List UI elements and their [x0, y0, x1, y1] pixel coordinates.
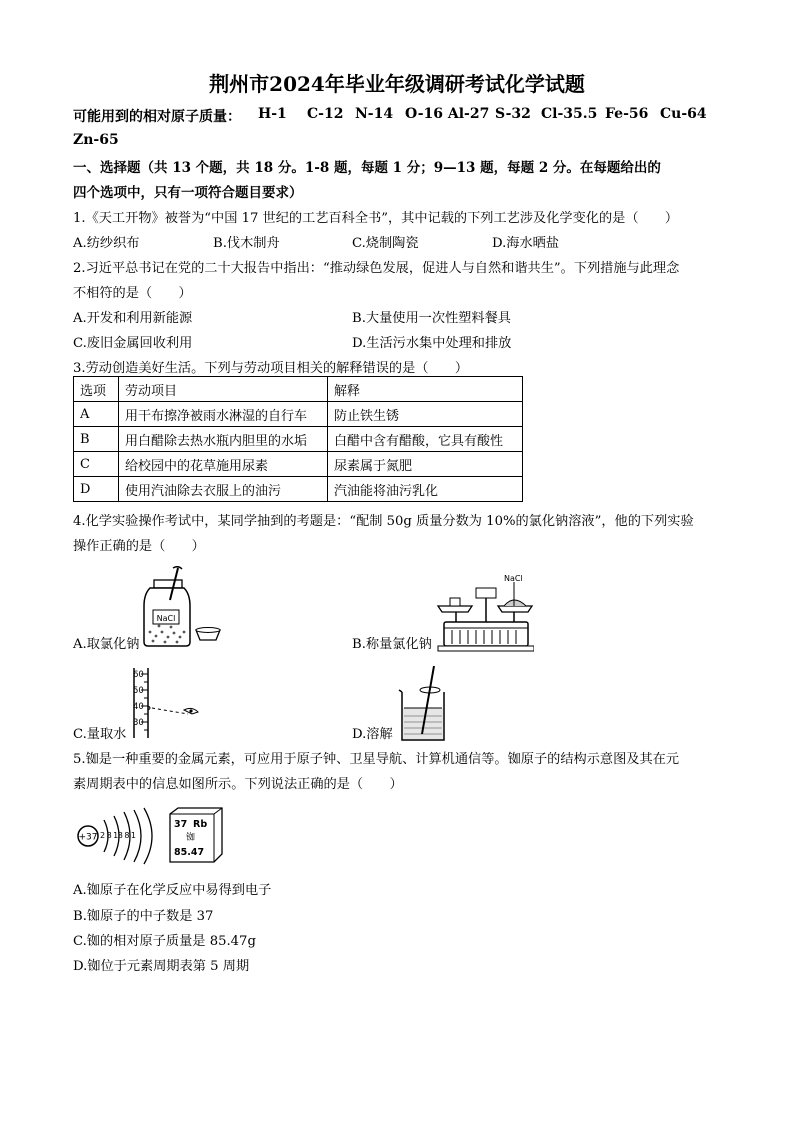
tick-label: 40 — [133, 702, 144, 712]
reagent-bottle-illustration — [140, 566, 230, 648]
atomic-mass-n: N-14 — [355, 106, 394, 122]
q4-option-a: A.取氯化钠 — [73, 637, 140, 652]
q2-stem-line2: 不相符的是（ ） — [73, 286, 192, 301]
q3-stem: 3.劳动创造美好生活。下列与劳动项目相关的解释错误的是（ ） — [73, 361, 469, 376]
table-header-cell: 选项 — [74, 377, 119, 402]
table-cell: 给校园中的花草施用尿素 — [119, 452, 328, 477]
q2-option-a: A.开发和利用新能源 — [73, 311, 193, 326]
atomic-mass-cu: Cu-64 — [660, 106, 707, 122]
table-cell: B — [74, 427, 119, 452]
table-cell: 使用汽油除去衣服上的油污 — [119, 477, 328, 502]
table-cell: D — [74, 477, 119, 502]
table-row — [74, 427, 523, 452]
atomic-structure-diagram — [74, 806, 160, 868]
table-row — [74, 477, 523, 502]
tick-label: 50 — [133, 686, 144, 696]
table-header-cell: 劳动项目 — [119, 377, 328, 402]
section-heading-line1: 一、选择题（共 13 个题，共 18 分。1-8 题，每题 1 分；9—13 题，每题 2 分。在每题给出的 — [73, 160, 661, 176]
table-cell: 白醋中含有醋酸，它具有酸性 — [328, 427, 523, 452]
element-symbol: Rb — [193, 819, 208, 830]
atomic-mass-fe: Fe-56 — [605, 106, 649, 122]
table-cell: 汽油能将油污乳化 — [328, 477, 523, 502]
beaker-illustration — [396, 664, 452, 744]
section-heading-line2: 四个选项中，只有一项符合题目要求） — [73, 185, 303, 201]
q5-option-c: C.铷的相对原子质量是 85.47g — [73, 934, 256, 949]
q4-option-c: C.量取水 — [73, 727, 127, 742]
q2-stem-line1: 2.习近平总书记在党的二十大报告中指出：“推动绿色发展，促进人与自然和谐共生”。下列措施与此理念 — [73, 261, 680, 276]
graduated-cylinder-illustration — [130, 666, 204, 738]
q2-option-d: D.生活污水集中处理和排放 — [352, 336, 512, 351]
table-header-cell: 解释 — [328, 377, 523, 402]
atomic-mass-o-al: O-16 Al-27 — [405, 106, 490, 122]
page-title: 荆州市2024年毕业年级调研考试化学试题 — [209, 72, 585, 96]
atomic-mass-s: S-32 — [495, 106, 531, 122]
q2-option-b: B.大量使用一次性塑料餐具 — [352, 311, 511, 326]
tick-label: 60 — [133, 670, 144, 680]
atomic-mass: 85.47 — [174, 847, 205, 858]
electron-configuration: 2 8 18 8 1 — [100, 831, 136, 840]
q5-stem-line1: 5.铷是一种重要的金属元素，可应用于原子钟、卫星导航、计算机通信等。铷原子的结构示意图及其在元 — [73, 752, 680, 767]
q1-option-a: A.纺纱织布 — [73, 236, 140, 251]
atomic-number: 37 — [174, 819, 188, 830]
table-cell: 用干布擦净被雨水淋湿的自行车 — [119, 402, 328, 427]
balance-illustration — [434, 570, 534, 656]
table-cell: 用白醋除去热水瓶内胆里的水垢 — [119, 427, 328, 452]
q1-option-d: D.海水晒盐 — [492, 236, 560, 251]
q4-option-d: D.溶解 — [352, 727, 393, 742]
table-cell: 防止铁生锈 — [328, 402, 523, 427]
tick-label: 30 — [133, 718, 144, 728]
element-name: 铷 — [186, 833, 196, 843]
atomic-mass-c: C-12 — [307, 106, 344, 122]
q5-stem-line2: 素周期表中的信息如图所示。下列说法正确的是（ ） — [73, 777, 403, 792]
atomic-mass-h: H-1 — [258, 106, 287, 122]
q3-table — [73, 376, 523, 502]
balance-label: NaCl — [504, 574, 523, 583]
table-row — [74, 402, 523, 427]
atomic-mass-zn: Zn-65 — [73, 132, 119, 148]
q4-stem-line1: 4.化学实验操作考试中，某同学抽到的考题是：“配制 50g 质量分数为 10%的氯化钠溶液”，他的下列实验 — [73, 514, 694, 529]
bottle-label: NaCl — [156, 614, 176, 623]
q2-option-c: C.废旧金属回收利用 — [73, 336, 193, 351]
table-header-row — [74, 377, 523, 402]
atomic-mass-label: 可能用到的相对原子质量： — [73, 109, 241, 125]
q1-option-c: C.烧制陶瓷 — [352, 236, 419, 251]
table-cell: 尿素属于氮肥 — [328, 452, 523, 477]
periodic-cell — [168, 806, 224, 864]
table-row — [74, 452, 523, 477]
q4-option-b: B.称量氯化钠 — [352, 637, 432, 652]
table-cell: A — [74, 402, 119, 427]
table-cell: C — [74, 452, 119, 477]
atomic-mass-cl: Cl-35.5 — [541, 106, 598, 122]
q5-option-a: A.铷原子在化学反应中易得到电子 — [73, 883, 272, 898]
q5-option-b: B.铷原子的中子数是 37 — [73, 909, 214, 924]
q1-stem: 1.《天工开物》被誉为“中国 17 世纪的工艺百科全书”，其中记载的下列工艺涉及化学变化的是（ ） — [73, 211, 679, 226]
nucleus-charge: +37 — [78, 832, 98, 843]
q5-option-d: D.铷位于元素周期表第 5 周期 — [73, 959, 250, 974]
q1-option-b: B.伐木制舟 — [213, 236, 280, 251]
q4-stem-line2: 操作正确的是（ ） — [73, 539, 205, 554]
